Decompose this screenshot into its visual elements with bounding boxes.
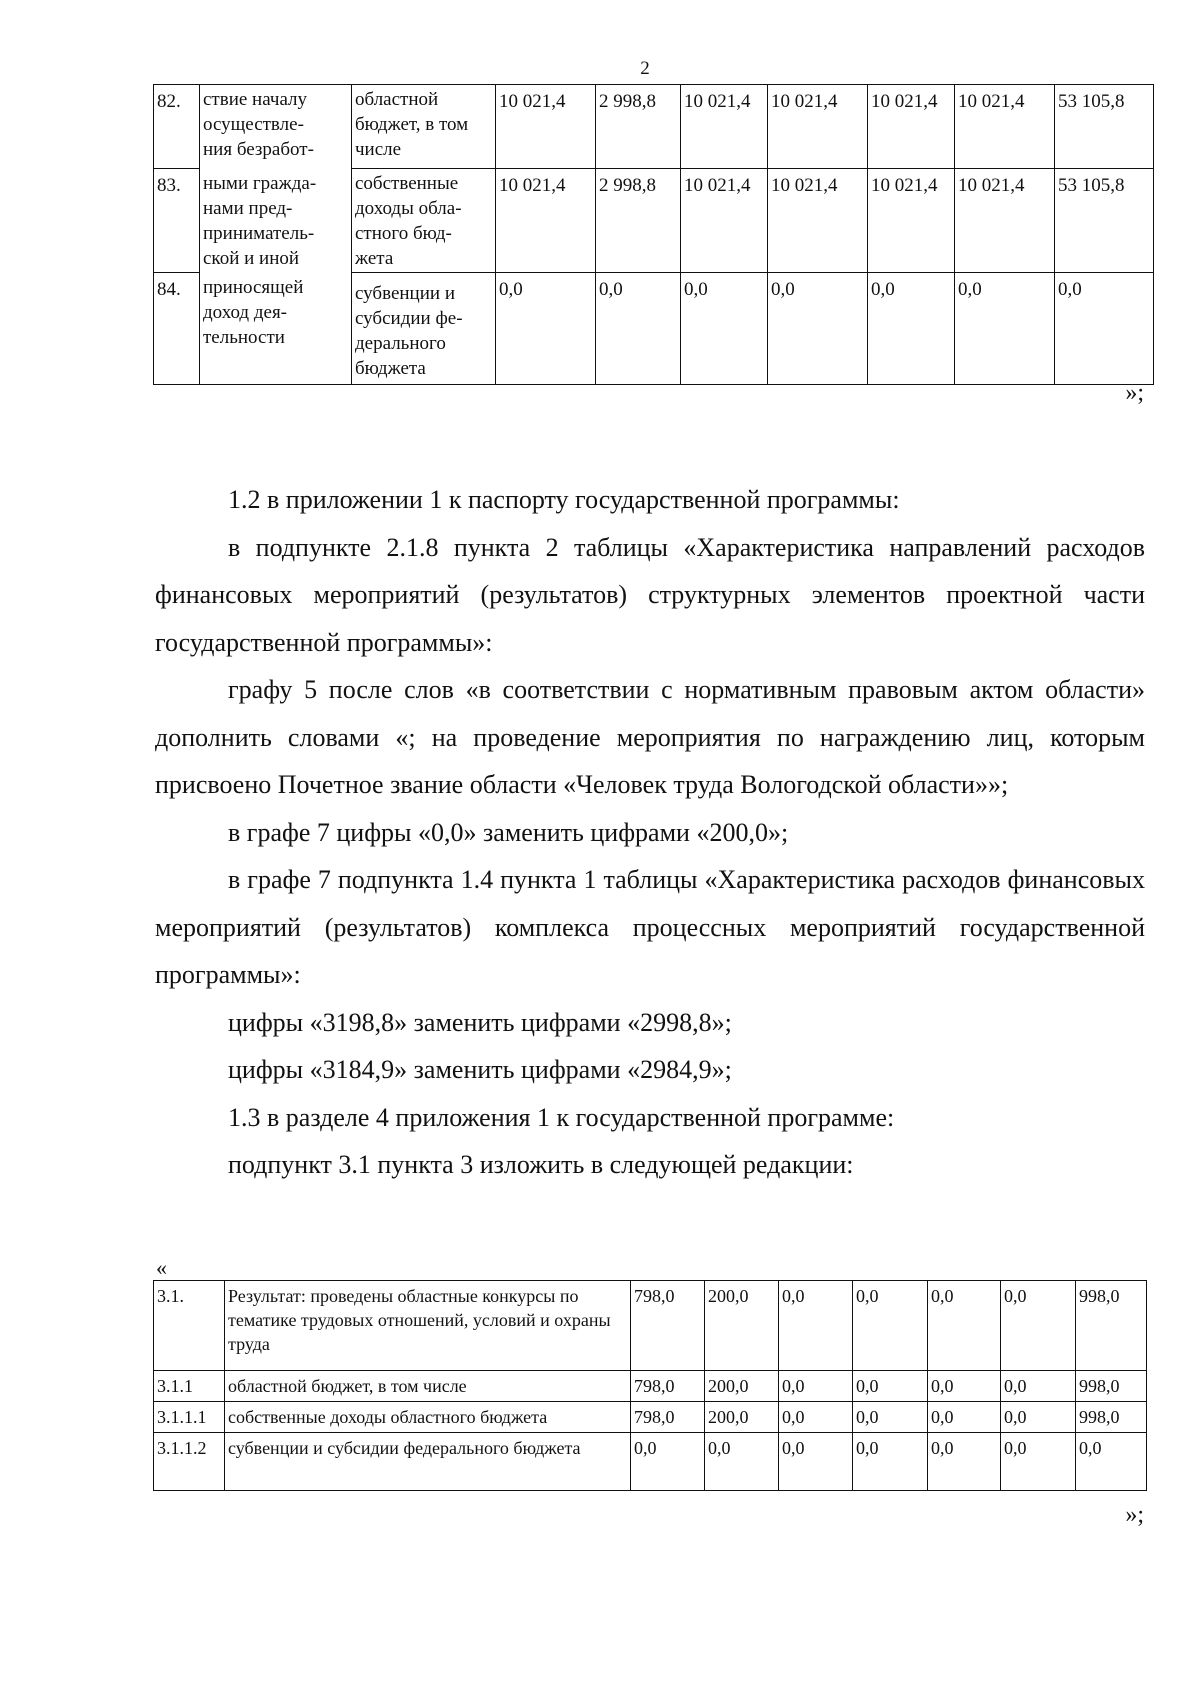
value-cell: 0,0 (928, 1281, 1001, 1371)
page-number: 2 (640, 58, 650, 79)
value-cell: 0,0 (868, 273, 955, 385)
value-cell: 10 021,4 (496, 169, 596, 273)
activity-name: собственные доходы областного бюджета (225, 1402, 631, 1433)
value-cell: 0,0 (928, 1371, 1001, 1402)
value-cell: 0,0 (631, 1433, 705, 1491)
activity-name-part (200, 85, 352, 169)
value-total-cell: 53 105,8 (1055, 169, 1154, 273)
funding-source-line: областной (355, 89, 439, 110)
funding-source-line: числе (355, 139, 402, 160)
value-cell: 798,0 (631, 1371, 705, 1402)
activity-name-line: ской и иной (203, 247, 300, 269)
body-text (155, 476, 1145, 1189)
activity-name: областной бюджет, в том числе (225, 1371, 631, 1402)
paragraph: графу 5 после слов «в соответствии с нормативным правовым актом области» дополнить словами «; на проведение мероприятия по награждению лиц, которым присвоено Почетное звание области «Человек труда Вологодской области»»; (155, 675, 1145, 799)
value-cell: 0,0 (496, 273, 596, 385)
value-cell: 2 998,8 (596, 169, 681, 273)
value-cell: 10 021,4 (868, 85, 955, 169)
paragraph: в графе 7 цифры «0,0» заменить цифрами «200,0»; (228, 817, 789, 847)
value-total-cell: 998,0 (1076, 1371, 1147, 1402)
value-cell: 10 021,4 (681, 169, 768, 273)
value-cell: 10 021,4 (868, 169, 955, 273)
value-cell: 10 021,4 (768, 85, 868, 169)
value-cell: 2 998,8 (596, 85, 681, 169)
row-number: 3.1.1.1 (154, 1402, 225, 1433)
activity-name-line: ния безработ- (203, 139, 314, 160)
activity-name-line: доход дея- (203, 301, 288, 323)
funding-source-line: субсидии фе- (355, 308, 463, 329)
activity-name-line: нами пред- (203, 197, 293, 219)
activity-name-line: осуществле- (203, 114, 304, 135)
value-cell: 0,0 (596, 273, 681, 385)
value-total-cell: 0,0 (1055, 273, 1154, 385)
table-row (154, 1402, 1147, 1433)
funding-source-line: доходы обла- (355, 198, 462, 219)
value-cell: 798,0 (631, 1402, 705, 1433)
table-row (154, 1433, 1147, 1491)
value-cell: 0,0 (779, 1402, 853, 1433)
paragraph: 1.3 в разделе 4 приложения 1 к государственной программе: (228, 1102, 895, 1132)
activity-name-part (200, 273, 352, 385)
activity-name-line: ными гражда- (203, 172, 317, 194)
value-cell: 0,0 (853, 1402, 928, 1433)
table-row (154, 1281, 1147, 1371)
value-cell: 0,0 (705, 1433, 779, 1491)
value-cell: 0,0 (779, 1281, 853, 1371)
row-number: 82. (154, 85, 200, 169)
value-cell: 200,0 (705, 1402, 779, 1433)
activity-name-part (200, 169, 352, 273)
closing-quote: »; (1125, 1502, 1144, 1528)
funding-table-2 (153, 1280, 1147, 1491)
funding-source-line: субвенции и (355, 283, 455, 304)
row-number: 83. (154, 169, 200, 273)
value-cell: 0,0 (779, 1371, 853, 1402)
value-cell: 0,0 (779, 1433, 853, 1491)
value-cell: 200,0 (705, 1371, 779, 1402)
activity-name: Результат: проведены областные конкурсы по тематике трудовых отношений, условий и охраны труда (225, 1281, 631, 1371)
value-cell: 200,0 (705, 1281, 779, 1371)
value-cell: 10 021,4 (955, 169, 1055, 273)
value-total-cell: 53 105,8 (1055, 85, 1154, 169)
value-cell: 0,0 (955, 273, 1055, 385)
value-total-cell: 998,0 (1076, 1402, 1147, 1433)
value-total-cell: 998,0 (1076, 1281, 1147, 1371)
activity-name-line: приниматель- (203, 222, 315, 244)
activity-name-line: ствие началу (203, 89, 308, 110)
funding-source-line: стного бюд- (355, 223, 452, 244)
closing-quote: »; (1125, 380, 1144, 406)
value-cell: 10 021,4 (955, 85, 1055, 169)
funding-source-line: жета (355, 248, 394, 269)
table-row (154, 85, 1154, 169)
value-cell: 0,0 (853, 1281, 928, 1371)
funding-source (352, 169, 496, 273)
activity-name: субвенции и субсидии федерального бюджета (225, 1433, 631, 1491)
value-cell: 0,0 (768, 273, 868, 385)
value-cell: 0,0 (853, 1433, 928, 1491)
value-cell: 0,0 (681, 273, 768, 385)
table-row (154, 1371, 1147, 1402)
value-cell: 0,0 (1001, 1433, 1076, 1491)
value-cell: 0,0 (1001, 1281, 1076, 1371)
row-number: 84. (154, 273, 200, 385)
value-cell: 0,0 (928, 1402, 1001, 1433)
activity-name-line: тельности (203, 326, 285, 348)
value-cell: 0,0 (928, 1433, 1001, 1491)
paragraph: цифры «3198,8» заменить цифрами «2998,8»; (228, 1007, 732, 1037)
funding-source-line: собственные (355, 173, 459, 194)
funding-source (352, 273, 496, 385)
paragraph: цифры «3184,9» заменить цифрами «2984,9»; (228, 1055, 732, 1084)
value-cell: 0,0 (1001, 1371, 1076, 1402)
paragraph: 1.2 в приложении 1 к паспорту государственной программы: (228, 485, 900, 514)
value-total-cell: 0,0 (1076, 1433, 1147, 1491)
paragraph: подпункт 3.1 пункта 3 изложить в следующей редакции: (228, 1150, 854, 1179)
funding-source-line: бюджет, в том (355, 114, 469, 135)
paragraph: в подпункте 2.1.8 пункта 2 таблицы «Характеристика направлений расходов финансовых мероприятий (результатов) структурных элементов проектной части государственной программы»: (155, 532, 1145, 657)
value-cell: 10 021,4 (768, 169, 868, 273)
value-cell: 10 021,4 (496, 85, 596, 169)
value-cell: 10 021,4 (681, 85, 768, 169)
value-cell: 798,0 (631, 1281, 705, 1371)
row-number: 3.1. (154, 1281, 225, 1371)
value-cell: 0,0 (853, 1371, 928, 1402)
funding-source (352, 85, 496, 169)
table-row (154, 169, 1154, 273)
value-cell: 0,0 (1001, 1402, 1076, 1433)
row-number: 3.1.1 (154, 1371, 225, 1402)
table-row (154, 273, 1154, 385)
row-number: 3.1.1.2 (154, 1433, 225, 1491)
opening-quote: « (156, 1255, 167, 1280)
activity-name-line: приносящей (203, 276, 304, 298)
funding-table-1 (153, 84, 1154, 385)
funding-source-line: бюджета (355, 358, 426, 379)
funding-source-line: дерального (355, 333, 446, 354)
paragraph: в графе 7 подпункта 1.4 пункта 1 таблицы «Характеристика расходов финансовых мероприятий (результатов) комплекса процессных мероприятий государственной программы»: (155, 865, 1145, 989)
